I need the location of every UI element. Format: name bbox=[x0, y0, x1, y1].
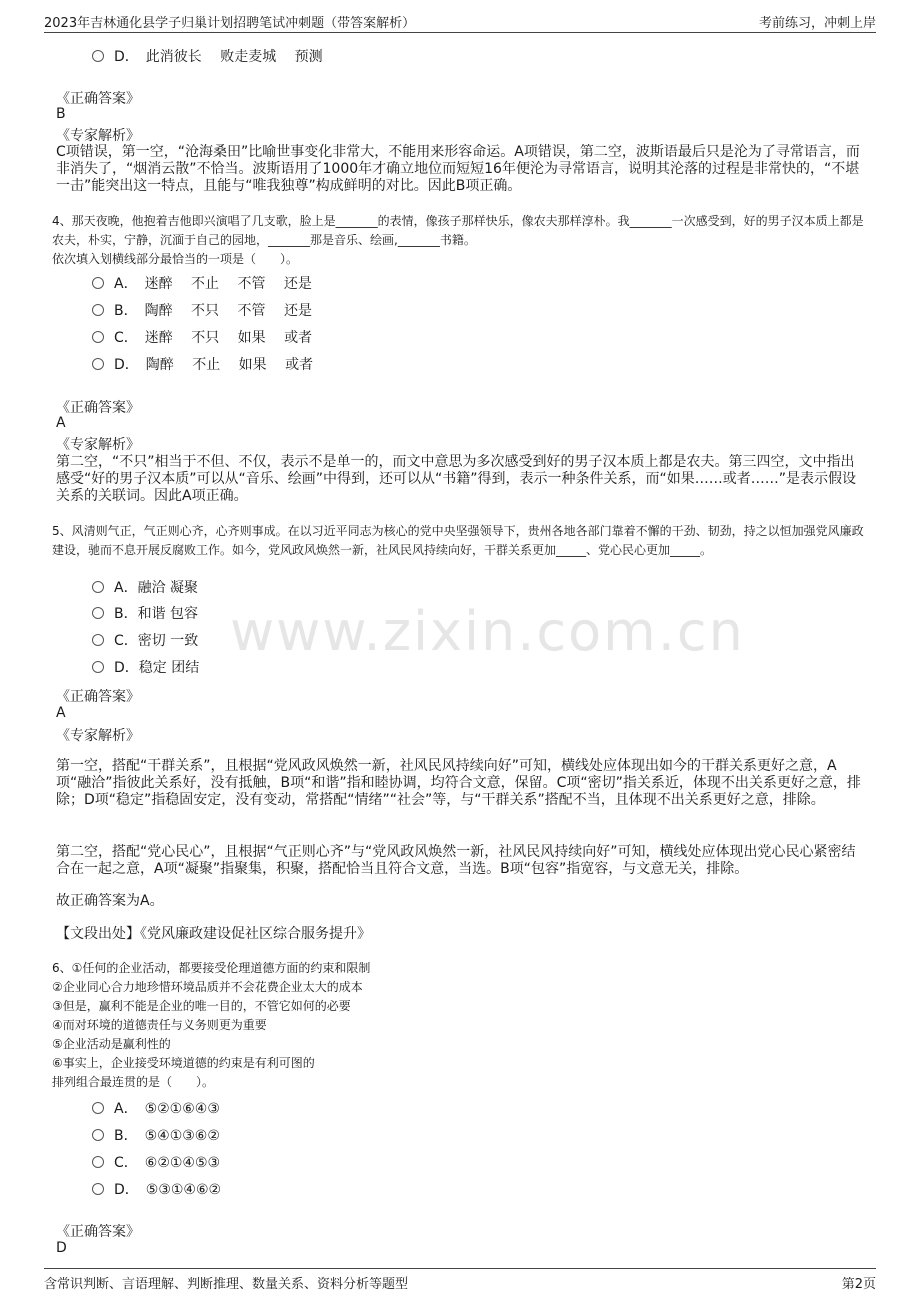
q6-stem-line: ③但是，赢利不能是企业的唯一目的，不管它如何的必要 bbox=[52, 999, 351, 1013]
radio-icon[interactable] bbox=[92, 581, 104, 593]
q4-option-a[interactable] bbox=[92, 273, 312, 293]
option-label: D． ⑤③①④⑥② bbox=[114, 1182, 222, 1198]
q4-option-b[interactable] bbox=[92, 300, 312, 320]
q5-option-a[interactable] bbox=[92, 577, 198, 597]
q5-analysis-paragraph-1: 第一空，搭配“干群关系”，且根据“党风政风焕然一新，社风民风持续向好”可知，横线处应体现出如今的干群关系更好之意，A项“融洽”指彼此关系好，没有抵触，B项“和谐”指和睦协调，均符合文意，保留。C项“密切”指关系近，体现不出关系更好之意，排除；D项“稳定”指稳固安定，没有变动，常搭配“情绪”“社会”等，与“干群关系”搭配不当，且体现不出关系更好之意，排除。 bbox=[56, 758, 861, 808]
radio-icon[interactable] bbox=[92, 50, 104, 62]
q4-option-c[interactable] bbox=[92, 327, 312, 347]
q5-analysis-paragraph-2: 第二空，搭配“党心民心”，且根据“气正则心齐”与“党风政风焕然一新，社风民风持续向好”可知，横线处应体现出党心民心紧密结合在一起之意，A项“凝聚”指聚集，积聚，搭配恰当且符合文意，当选。B项“包容”指宽容，与文意无关，排除。 bbox=[56, 844, 856, 877]
option-label: C． 迷醉 不只 如果 或者 bbox=[114, 330, 313, 346]
q6-option-d[interactable] bbox=[92, 1179, 221, 1199]
page-footer bbox=[44, 1268, 876, 1291]
option-label: C．密切 一致 bbox=[114, 633, 199, 649]
option-label: C． ⑥②①④⑤③ bbox=[114, 1155, 221, 1171]
q6-option-a[interactable] bbox=[92, 1098, 220, 1118]
document-title: 2023年吉林通化县学子归巢计划招聘笔试冲刺题（带答案解析） bbox=[44, 16, 416, 31]
q6-option-c[interactable] bbox=[92, 1152, 220, 1172]
q6-stem-line: ⑥事实上，企业接受环境道德的约束是有利可图的 bbox=[52, 1056, 315, 1070]
footer-topics: 含常识判断、言语理解、判断推理、数量关系、资料分析等题型 bbox=[44, 1277, 409, 1292]
q3-analysis: C项错误，第一空，“沧海桑田”比喻世事变化非常大，不能用来形容命运。A项错误，第二空，波斯语最后只是沦为了寻常语言，而非消失了，“烟消云散”不恰当。波斯语用了1000年才确立地位而短短16年便沦为寻常语言，说明其沦落的过程是非常快的，“不堪一击”能突出这一特点，且能与“唯我独尊”构成鲜明的对比。因此B项正确。 bbox=[56, 144, 860, 194]
q6-stem-line: ②企业同心合力地珍惜环境品质并不会花费企业太大的成本 bbox=[52, 980, 363, 994]
q6-stem-line: 6、①任何的企业活动，都要接受伦理道德方面的约束和限制 bbox=[52, 961, 371, 975]
radio-icon[interactable] bbox=[92, 1102, 104, 1114]
radio-icon[interactable] bbox=[92, 304, 104, 316]
option-label: B． ⑤④①③⑥② bbox=[114, 1128, 220, 1144]
q3-option-d[interactable] bbox=[92, 46, 323, 66]
q6-prompt: 排列组合最连贯的是（ ）。 bbox=[52, 1075, 215, 1089]
q4-analysis-label: 《专家解析》 bbox=[56, 437, 140, 453]
q5-option-b[interactable] bbox=[92, 603, 198, 623]
q3-answer: B bbox=[56, 106, 66, 122]
q5-option-d[interactable] bbox=[92, 657, 199, 677]
option-label: B．和谐 包容 bbox=[114, 606, 199, 622]
q6-answer: D bbox=[56, 1240, 67, 1256]
option-label: A． 迷醉 不止 不管 还是 bbox=[114, 276, 312, 292]
q4-stem: 4、那天夜晚，他抱着吉他即兴演唱了几支歌，脸上是_______的表情，像孩子那样快乐，像农夫那样淳朴。我_______一次感受到，好的男子汉本质上都是农夫，朴实，宁静，沉湎于自己的园地，_______那是音乐、绘画,_______书籍。 bbox=[52, 214, 864, 247]
q6-stem bbox=[52, 959, 868, 1092]
page-header bbox=[44, 10, 876, 33]
option-label: D． 陶醉 不止 如果 或者 bbox=[114, 357, 314, 373]
q5-conclusion: 故正确答案为A。 bbox=[56, 893, 164, 909]
radio-icon[interactable] bbox=[92, 634, 104, 646]
q4-analysis: 第二空，“不只”相当于不但、不仅，表示不是单一的，而文中意思为多次感受到好的男子汉本质上都是农夫。第三四空，文中指出感受“好的男子汉本质”可以从“音乐、绘画”中得到，还可以从“书籍”得到，表示一种条件关系，而“如果……或者……”是表示假设关系的关联词。因此A项正确。 bbox=[56, 454, 857, 504]
q6-answer-label: 《正确答案》 bbox=[56, 1224, 140, 1240]
watermark: www.zixin.com.cn bbox=[230, 600, 745, 663]
option-label: D． 此消彼长 败走麦城 预测 bbox=[114, 49, 323, 65]
q5-source: 【文段出处】《党风廉政建设促社区综合服务提升》 bbox=[56, 926, 371, 942]
q5-option-c[interactable] bbox=[92, 630, 198, 650]
radio-icon[interactable] bbox=[92, 661, 104, 673]
q5-stem: 5、风清则气正，气正则心齐，心齐则事成。在以习近平同志为核心的党中央坚强领导下，贵州各地各部门靠着不懈的干劲、韧劲，持之以恒加强党风廉政建设，驰而不息开展反腐败工作。如今，党风政风焕然一新，社风民风持续向好，干群关系更加_____、党心民心更加_____。 bbox=[52, 524, 864, 557]
q6-option-b[interactable] bbox=[92, 1125, 220, 1145]
q6-stem-line: ⑤企业活动是赢利性的 bbox=[52, 1037, 171, 1051]
option-label: B． 陶醉 不只 不管 还是 bbox=[114, 303, 312, 319]
radio-icon[interactable] bbox=[92, 1156, 104, 1168]
q5-analysis-label: 《专家解析》 bbox=[56, 728, 140, 744]
radio-icon[interactable] bbox=[92, 358, 104, 370]
radio-icon[interactable] bbox=[92, 1183, 104, 1195]
q6-stem-line: ④而对环境的道德责任与义务则更为重要 bbox=[52, 1018, 267, 1032]
page-number: 第2页 bbox=[841, 1277, 876, 1292]
radio-icon[interactable] bbox=[92, 331, 104, 343]
q5-answer: A bbox=[56, 705, 66, 721]
q4-prompt: 依次填入划横线部分最恰当的一项是（ ）。 bbox=[52, 252, 299, 266]
q4-option-d[interactable] bbox=[92, 354, 313, 374]
option-label: D．稳定 团结 bbox=[114, 660, 200, 676]
q4-answer: A bbox=[56, 415, 66, 431]
radio-icon[interactable] bbox=[92, 1129, 104, 1141]
header-slogan: 考前练习，冲刺上岸 bbox=[758, 16, 876, 31]
q4-answer-label: 《正确答案》 bbox=[56, 400, 140, 416]
radio-icon[interactable] bbox=[92, 277, 104, 289]
radio-icon[interactable] bbox=[92, 607, 104, 619]
option-label: A． ⑤②①⑥④③ bbox=[114, 1101, 220, 1117]
q3-answer-label: 《正确答案》 bbox=[56, 91, 140, 107]
option-label: A．融洽 凝聚 bbox=[114, 580, 199, 596]
q3-analysis-label: 《专家解析》 bbox=[56, 128, 140, 144]
q5-answer-label: 《正确答案》 bbox=[56, 689, 140, 705]
